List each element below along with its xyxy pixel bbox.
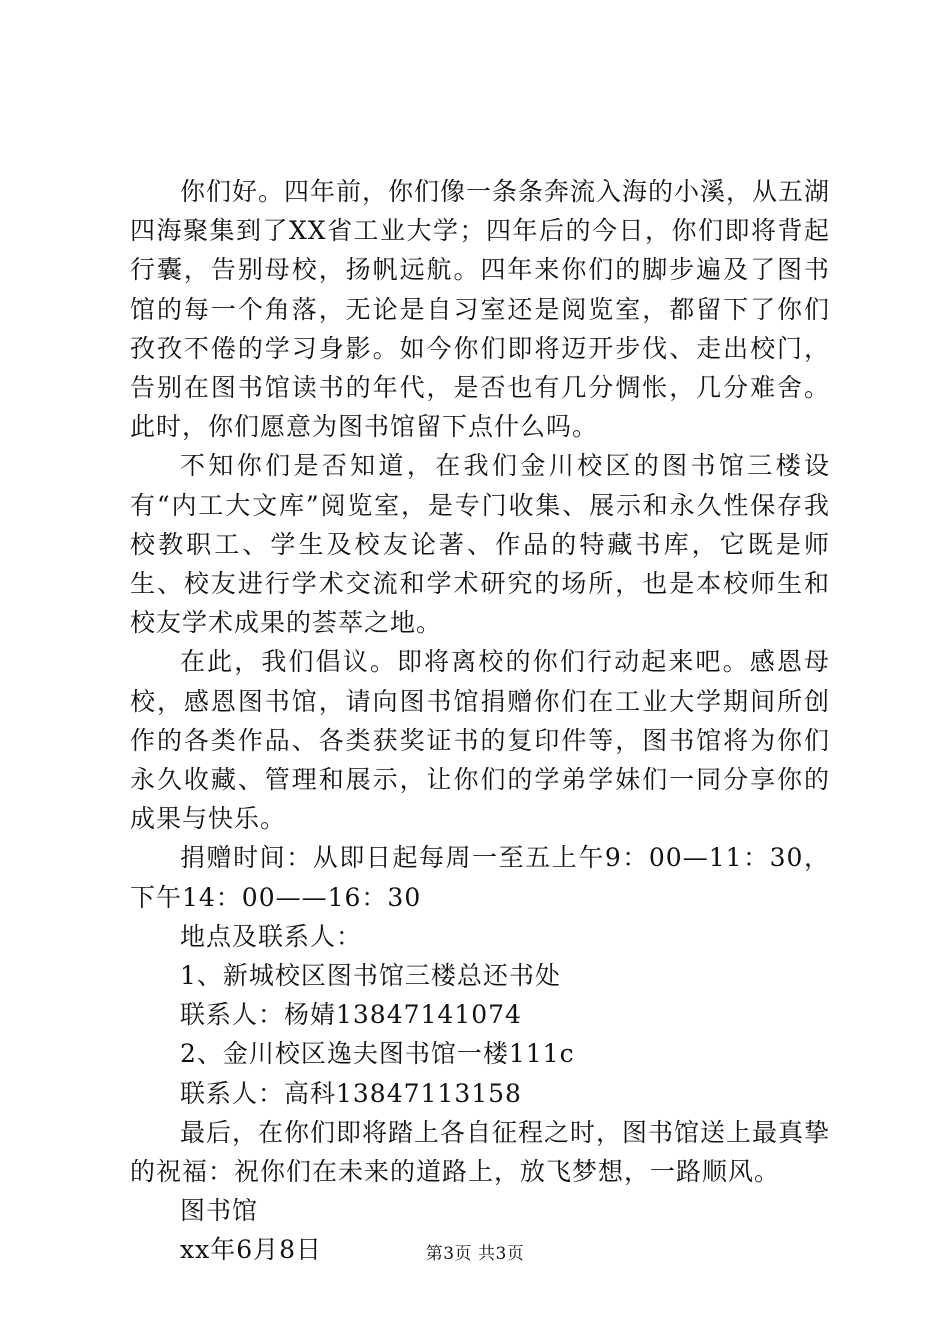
contact-item-2: 联系人：高科13847113158 bbox=[180, 1078, 522, 1108]
paragraph-closing: 最后，在你们即将踏上各自征程之时，图书馆送上最真挚的祝福：祝你们在未来的道路上，放飞梦想，一路顺风。 bbox=[130, 1117, 831, 1187]
location-item-1: 1、新城校区图书馆三楼总还书处 bbox=[180, 961, 561, 991]
paragraph-proposal: 在此，我们倡议。即将离校的你们行动起来吧。感恩母校，感恩图书馆，请向图书馆捐赠你们在工业大学期间所创作的各类作品、各类获奖证书的复印件等，图书馆将为你们永久收藏、管理和展示，让你们的学弟学妹们一同分享你的成果与快乐。 bbox=[130, 647, 830, 834]
paragraph-donation-time: 捐赠时间：从即日起每周一至五上午9：00—11：30，下午14：00——16：30 bbox=[130, 843, 830, 912]
page-footer bbox=[0, 1243, 950, 1265]
paragraph-greeting: 你们好。四年前，你们像一条条奔流入海的小溪，从五湖四海聚集到了XX省工业大学；四年后的今日，你们即将背起行囊，告别母校，扬帆远航。四年来你们的脚步遍及了图书馆的每一个角落，无论是自习室还是阅览室，都留下了你们孜孜不倦的学习身影。如今你们即将迈开步伐、走出校门，告别在图书馆读书的年代，是否也有几分惆怅，几分难舍。此时，你们愿意为图书馆留下点什么吗。 bbox=[130, 177, 831, 442]
signature: 图书馆 bbox=[180, 1196, 259, 1226]
page-number-label: 第3页 共3页 bbox=[425, 1244, 525, 1264]
location-heading: 地点及联系人： bbox=[180, 921, 363, 951]
document-body bbox=[130, 172, 830, 1270]
location-item-2: 2、金川校区逸夫图书馆一楼111c bbox=[180, 1039, 575, 1069]
paragraph-library-archive: 不知你们是否知道，在我们金川校区的图书馆三楼设有“内工大文库”阅览室，是专门收集、展示和永久性保存我校教职工、学生及校友论著、作品的特藏书库，它既是师生、校友进行学术交流和学术研究的场所，也是本校师生和校友学术成果的荟萃之地。 bbox=[130, 451, 830, 638]
contact-item-1: 联系人：杨婧13847141074 bbox=[180, 1000, 522, 1030]
document-date: xx年6月8日 bbox=[180, 1235, 323, 1265]
